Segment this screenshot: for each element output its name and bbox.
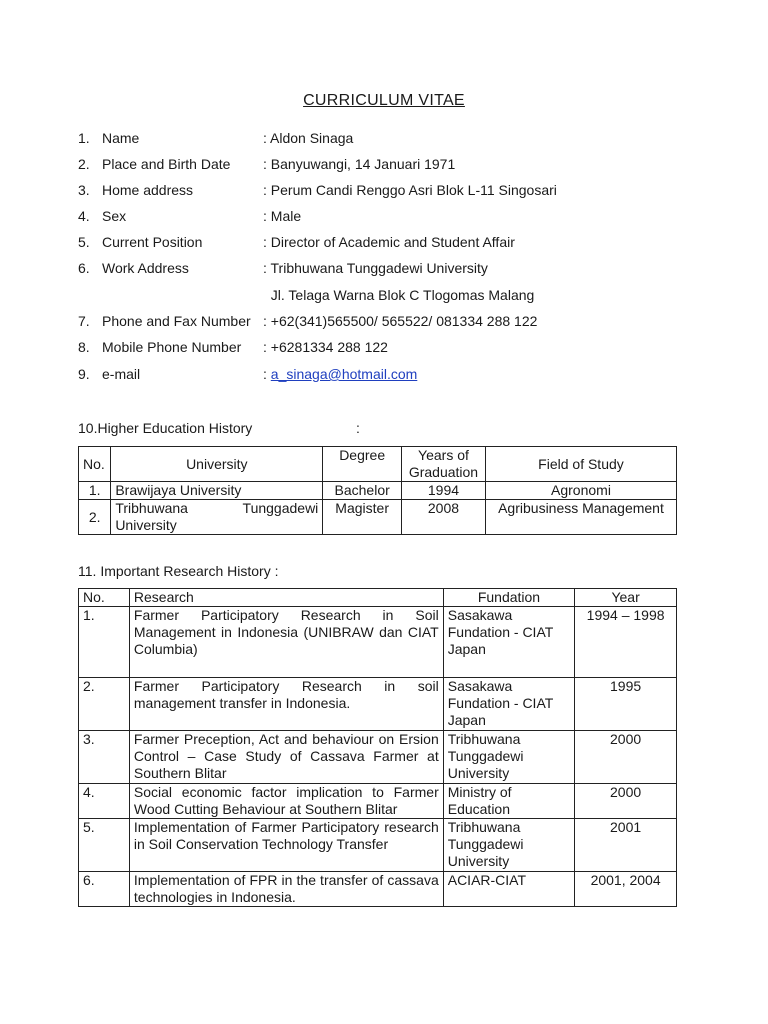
info-row-home-address (78, 180, 557, 200)
university-word: Tribhuwana (115, 500, 188, 516)
item-label: Work Address (102, 260, 189, 276)
item-label: Home address (102, 182, 194, 198)
cell-university: Brawijaya University (111, 482, 323, 500)
header-research: Research (129, 589, 443, 607)
item-number: 3. (78, 182, 90, 198)
item-label: Current Position (102, 234, 203, 250)
cell-year: 1994 – 1998 (575, 607, 677, 678)
education-header-row (79, 447, 677, 482)
table-row (79, 607, 677, 678)
cell-research (129, 819, 443, 872)
cell-degree: Magister (323, 500, 402, 535)
info-row-sex (78, 206, 302, 226)
cell-no: 5. (79, 819, 130, 872)
item-label: Place and Birth Date (102, 156, 231, 172)
item-number: 9. (78, 366, 90, 382)
research-text: Farmer Participatory Research in soil management transfer in Indonesia. (133, 678, 439, 711)
cell-fundation: ACIAR-CIAT (443, 872, 574, 907)
table-row (79, 872, 677, 907)
cell-year: 1994 (402, 482, 486, 500)
cell-fundation: Sasakawa Fundation - CIAT Japan (443, 678, 574, 731)
header-year: Year (575, 589, 677, 607)
info-row-name (78, 128, 354, 148)
cell-research (129, 731, 443, 784)
cell-fundation: Tribhuwana Tunggadewi University (443, 731, 574, 784)
cell-field: Agribusiness Management (485, 500, 676, 535)
header-fundation: Fundation (443, 589, 574, 607)
cell-year: 1995 (575, 678, 677, 731)
research-text: Farmer Preception, Act and behaviour on Ersion Control – Case Study of Cassava Farmer at Southern Blitar (133, 731, 439, 781)
item-label: e-mail (102, 366, 141, 382)
cell-no: 3. (79, 731, 130, 784)
research-text: Implementation of Farmer Participatory research in Soil Conservation Technology Transfer (133, 819, 439, 852)
email-prefix: : (263, 366, 271, 382)
education-table (78, 446, 677, 535)
header-no: No. (79, 447, 111, 482)
item-number: 7. (78, 313, 90, 329)
header-field: Field of Study (485, 447, 676, 482)
university-line-2: University (115, 517, 177, 533)
item-value: : +62(341)565500/ 565522/ 081334 288 122 (263, 313, 538, 329)
item-value: : Perum Candi Renggo Asri Blok L-11 Singosari (263, 182, 557, 198)
item-number: 6. (78, 260, 90, 276)
cell-university (111, 500, 323, 535)
item-value: : +6281334 288 122 (263, 339, 388, 355)
item-value: Jl. Telaga Warna Blok C Tlogomas Malang (263, 287, 535, 303)
email-link[interactable]: a_sinaga@hotmail.com (270, 366, 418, 382)
header-years: Years of Graduation (402, 447, 486, 482)
table-row (79, 482, 677, 500)
cell-no: 2. (79, 500, 111, 535)
item-label: Mobile Phone Number (102, 339, 242, 355)
item-number: 8. (78, 339, 90, 355)
cell-year: 2000 (575, 784, 677, 819)
info-row-work-address-line2 (78, 285, 535, 305)
cell-year: 2008 (402, 500, 486, 535)
cell-fundation: Ministry of Education (443, 784, 574, 819)
info-row-position (78, 232, 515, 252)
item-value: : Male (263, 208, 302, 224)
table-row (79, 678, 677, 731)
cell-fundation: Tribhuwana Tunggadewi University (443, 819, 574, 872)
research-heading: 11. Important Research History : (78, 563, 279, 579)
header-no: No. (79, 589, 130, 607)
cell-research (129, 607, 443, 678)
item-label: Name (102, 130, 140, 146)
university-word: Tunggadewi (242, 500, 319, 516)
research-text: Implementation of FPR in the transfer of cassava technologies in Indonesia. (133, 872, 439, 905)
header-university: University (111, 447, 323, 482)
table-row (79, 731, 677, 784)
info-row-birth (78, 154, 456, 174)
info-row-mobile (78, 337, 388, 357)
info-row-work-address (78, 258, 488, 278)
cell-research (129, 678, 443, 731)
cell-no: 4. (79, 784, 130, 819)
item-label: Sex (102, 208, 127, 224)
cell-year: 2000 (575, 731, 677, 784)
cell-field: Agronomi (485, 482, 676, 500)
table-row (79, 819, 677, 872)
research-table (78, 588, 677, 907)
table-row (79, 500, 677, 535)
research-text: Farmer Participatory Research in Soil Management in Indonesia (UNIBRAW dan CIAT Columbia) (133, 607, 439, 657)
item-value (263, 364, 417, 384)
info-row-email (78, 364, 418, 384)
cell-year: 2001 (575, 819, 677, 872)
cell-degree: Bachelor (323, 482, 402, 500)
item-value: : Tribhuwana Tunggadewi University (263, 260, 488, 276)
research-header-row (79, 589, 677, 607)
item-value: : Banyuwangi, 14 Januari 1971 (263, 156, 456, 172)
item-number: 5. (78, 234, 90, 250)
cell-no: 6. (79, 872, 130, 907)
cell-research (129, 872, 443, 907)
item-value: : Director of Academic and Student Affair (263, 234, 515, 250)
header-degree: Degree (323, 447, 402, 482)
cell-research (129, 784, 443, 819)
cell-no: 2. (79, 678, 130, 731)
education-heading-colon: : (356, 420, 360, 436)
research-text: Social economic factor implication to Farmer Wood Cutting Behaviour at Southern Blitar (133, 784, 439, 817)
university-line-1 (115, 500, 318, 517)
cell-year: 2001, 2004 (575, 872, 677, 907)
cell-no: 1. (79, 607, 130, 678)
item-number: 2. (78, 156, 90, 172)
item-value: : Aldon Sinaga (263, 130, 354, 146)
info-row-phone-fax (78, 311, 538, 331)
item-number: 1. (78, 130, 90, 146)
table-row (79, 784, 677, 819)
item-label: Phone and Fax Number (102, 313, 251, 329)
page-title: CURRICULUM VITAE (303, 92, 465, 109)
education-heading: 10.Higher Education History (78, 420, 253, 436)
cell-no: 1. (79, 482, 111, 500)
cell-fundation: Sasakawa Fundation - CIAT Japan (443, 607, 574, 678)
item-number: 4. (78, 208, 90, 224)
